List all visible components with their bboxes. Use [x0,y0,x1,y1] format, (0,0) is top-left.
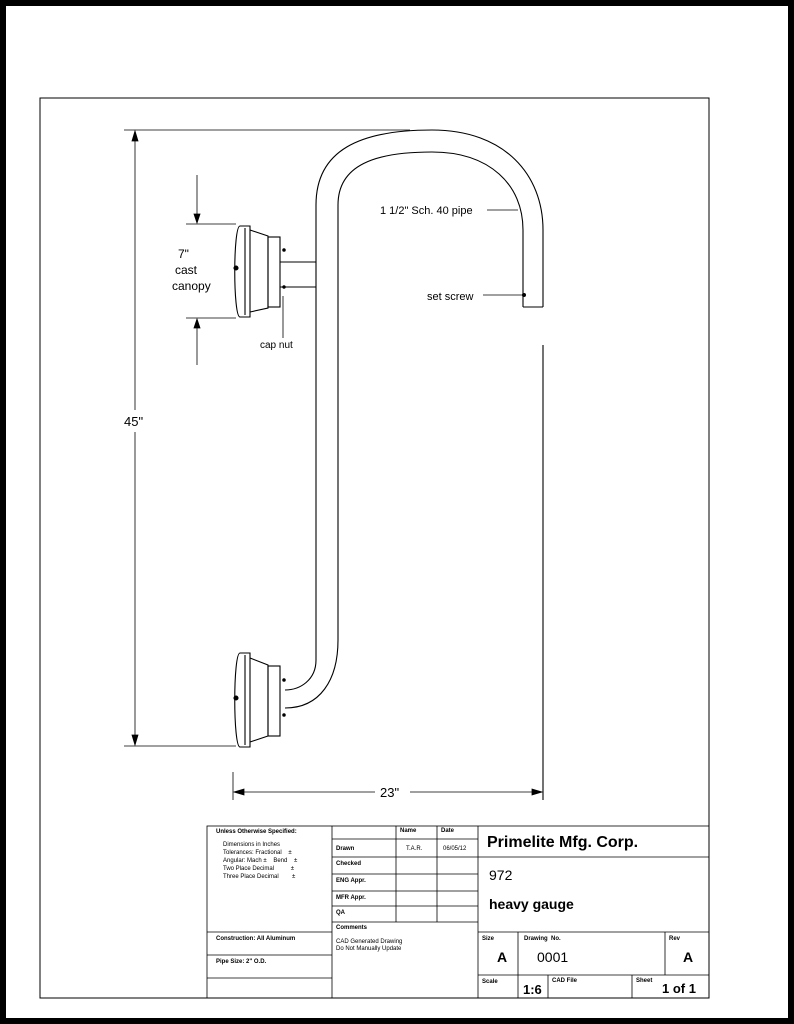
sheet-value: 1 of 1 [662,981,696,996]
size-value: A [497,949,508,965]
cap-nut-label: cap nut [260,340,293,351]
set-screw-label: set screw [427,291,474,303]
comment-line: Do Not Manually Update [336,946,402,952]
title-block [207,826,709,998]
rev-label: Rev [669,936,681,942]
pipe-label: 1 1/2" Sch. 40 pipe [380,205,473,217]
row-checked: Checked [336,861,362,867]
pipe-size: Pipe Size: 2" O.D. [216,959,267,965]
set-screw-dot [522,293,526,297]
col-date: Date [441,828,455,834]
row-qa: QA [336,910,345,916]
top-canopy [234,226,285,317]
comment-line: CAD Generated Drawing [336,939,403,945]
description: heavy gauge [489,896,574,912]
sheet-label: Sheet [636,978,653,984]
scale-value: 1:6 [523,982,542,997]
comments-label: Comments [336,925,368,931]
height-dimension [124,130,410,746]
rev-value: A [683,949,694,965]
scale-label: Scale [482,979,498,985]
canopy-text-1: cast [175,263,198,277]
row-eng: ENG Appr. [336,878,366,884]
height-label: 45" [124,414,144,429]
drawn-date: 06/05/12 [443,846,467,852]
drawn-name: T.A.R. [406,846,423,852]
drawing-no: 0001 [537,949,569,965]
spec-line: Two Place Decimal ± [223,866,294,872]
gooseneck-arm [280,130,543,800]
drawing-no-label: Drawing No. [524,936,561,942]
canopy-size-label: 7" [178,247,189,261]
bottom-canopy [234,653,285,747]
spec-line: Tolerances: Fractional ± [223,850,292,856]
cad-file-label: CAD File [552,978,578,984]
spec-line: Dimensions in Inches [223,842,281,848]
part-number: 972 [489,867,513,883]
company-name: Primelite Mfg. Corp. [487,834,639,851]
width-label: 23" [380,785,400,800]
canopy-text-2: canopy [172,279,211,293]
row-drawn: Drawn [336,846,355,852]
row-mfr: MFR Appr. [336,895,366,901]
size-label: Size [482,936,495,942]
construction: Construction: All Aluminum [216,936,296,942]
spec-line: Three Place Decimal ± [223,874,296,880]
spec-heading: Unless Otherwise Specified: [216,829,297,835]
spec-line: Angular: Mach ± Bend ± [223,858,298,864]
col-name: Name [400,828,417,834]
